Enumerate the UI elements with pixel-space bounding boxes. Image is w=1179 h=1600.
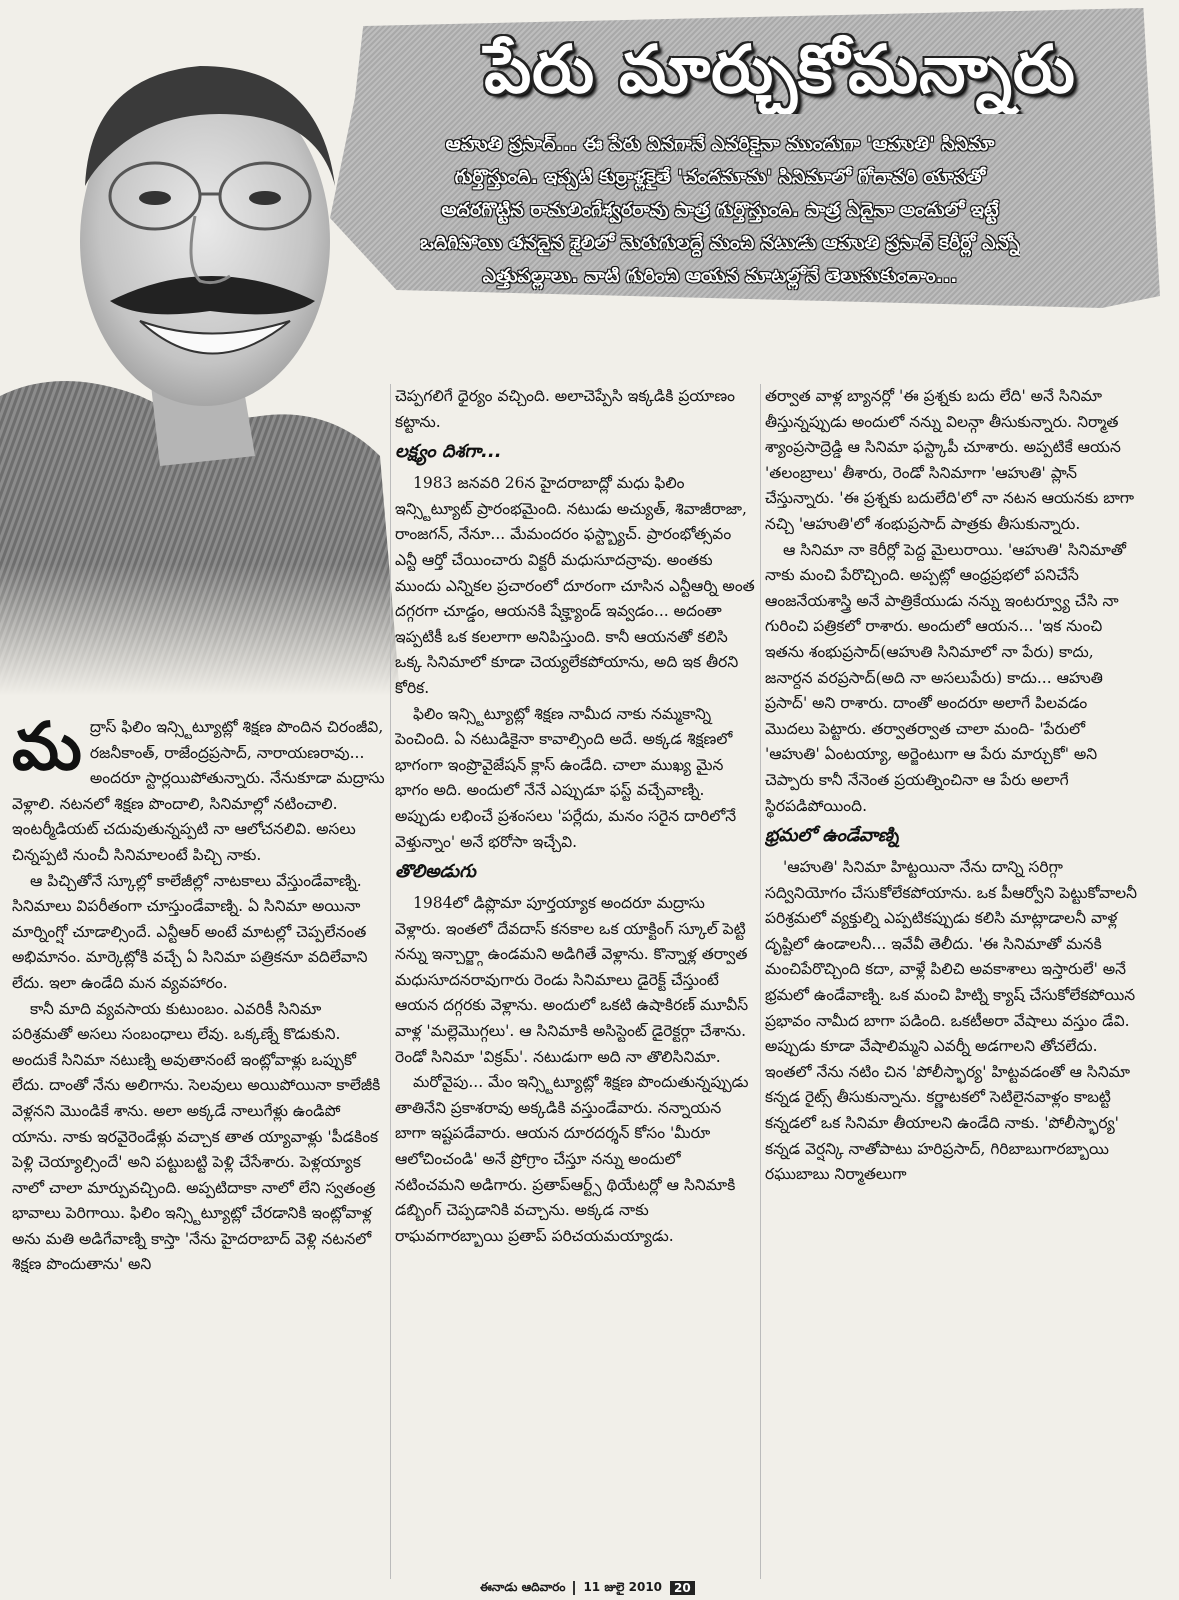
paragraph: మద్రాస్ ఫిలిం ఇన్స్టిట్యూట్లో శిక్షణ పొందిన చిరంజీవి, రజనీకాంత్, రాజేంద్రప్రసాద్, నారాయణరావు... అందరూ స్టార్లయిపోతున్నారు. నేనుకూడా మద్రాసు వెళ్లాలి. నటనలో శిక్షణ పొందాలి, సినిమాల్లో నటించాలి. ఇంటర్మీడియట్ చదువుతున్నప్పటి నా ఆలోచనలివి. అసలు చిన్నప్పటి నుంచీ సినిమాలంటే పిచ్చి నాకు. [12, 715, 385, 864]
subheading: లక్ష్యం దిశగా... [395, 441, 502, 463]
paragraph: మరోవైపు... మేం ఇన్స్టిట్యూట్లో శిక్షణ పొందుతున్నప్పుడు తాతినేని ప్రకాశరావు అక్కడికి వస్తుండేవారు. నన్నాయన బాగా ఇష్టపడేవారు. ఆయన దూరదర్శన్ కోసం 'మీరూ ఆలోచించండి' అనే ప్రోగ్రాం చేస్తూ నన్ను అందులో నటించమని అడిగారు. ప్రతాప్ఆర్ట్స్ థియేటర్లో ఆ సినిమాకి డబ్బింగ్ చెప్పడానికి వచ్చాను. అక్కడ నాకు రాఘవగారబ్బాయి ప్రతాప్ పరిచయమయ్యాడు. [395, 1073, 749, 1245]
portrait-photo [0, 36, 400, 696]
headline: పేరు మార్చుకోమన్నారు [484, 30, 1076, 108]
paragraph: 'ఆహుతి' సినిమా హిట్టయినా నేను దాన్ని సరిగ్గా సద్వినియోగం చేసుకోలేకపోయాను. ఒక పీఆర్వోని పెట్టుకోవాలనీ పరిశ్రమలో వ్యక్తుల్ని ఎప్పటికప్పుడు కలిసి మాట్లాడాలనీ వాళ్ల దృష్టిలో ఉండాలనీ... ఇవేవీ తెలీదు. 'ఈ సినిమాతో మనకి మంచిపేరొచ్చింది కదా, వాళ్లే పిలిచి అవకాశాలు ఇస్తారులే' అనే భ్రమలో ఉండేవాణ్ని. ఒక మంచి హిట్ని క్యాష్ చేసుకోలేకపోయిన ప్రభావం నామీద బాగా పడింది. ఒకటీఅరా వేషాలు వస్తుం డేవి. అప్పుడు కూడా వేషాలిమ్మని ఎవర్నీ అడగాలని తోచలేదు. ఇంతలో నేను నటిం చిన 'పోలీస్భార్య' హిట్టవడంతో ఆ సినిమా కన్నడ రైట్స్ తీసుకున్నాను. కర్ణాటకలో సెటిలైనవాళ్లం కాబట్టి కన్నడలో ఒక సినిమా తీయాలని ఉండేది నాకు. 'పోలీస్భార్య' కన్నడ వెర్షన్కి నాతోపాటు హరిప్రసాద్, గిరిబాబుగారబ్బాయి రఘుబాబు నిర్మాతలుగా [765, 858, 1138, 1184]
article-column-1 [12, 715, 385, 1575]
subheading: తొలిఅడుగు [395, 861, 476, 883]
article-column-2 [395, 384, 755, 1574]
footer-separator [573, 1581, 575, 1595]
paragraph: తర్వాత వాళ్ల బ్యానర్లో 'ఈ ప్రశ్నకు బదు లేది' అనే సినిమా తీస్తున్నప్పుడు అందులో నన్ను విలన్గా తీసుకున్నారు. నిర్మాత శ్యాంప్రసాద్రెడ్డి ఆ సినిమా ఫస్ట్కాపీ చూశారు. అప్పటికే ఆయన 'తలంబ్రాలు' తీశారు, రెండో సినిమాగా 'ఆహుతి' ప్లాన్ చేస్తున్నారు. 'ఈ ప్రశ్నకు బదులేది'లో నా నటన ఆయనకు బాగా నచ్చి 'ఆహుతి'లో శంభుప్రసాద్ పాత్రకు తీసుకున్నారు. [765, 387, 1135, 533]
issue-date: 11 జులై 2010 [583, 1579, 663, 1594]
publication-name: ఈనాడు ఆదివారం [480, 1579, 566, 1594]
intro-text: ఆహుతి ప్రసాద్... ఈ పేరు వినగానే ఎవరికైనా ముందుగా 'ఆహుతి' సినిమా గుర్తొస్తుంది. ఇప్పటి కుర్రాళ్లకైతే 'చందమామ' సినిమాలో గోదావరి యాసతో అదరగొట్టిన రామలింగేశ్వరరావు పాత్ర గుర్తొస్తుంది. పాత్ర ఏదైనా అందులో ఇట్టే ఒదిగిపోయి తనదైన శైలిలో మెరుగులద్దే మంచి నటుడు ఆహుతి ప్రసాద్ కెరీర్లో ఎన్నో ఎత్తుపల్లాలు. వాటి గురించి ఆయన మాటల్లోనే తెలుసుకుందాం... [420, 133, 1020, 287]
page-footer [480, 1578, 720, 1598]
paragraph: ఫిలిం ఇన్స్టిట్యూట్లో శిక్షణ నామీద నాకు నమ్మకాన్ని పెంచింది. ఏ నటుడికైనా కావాల్సింది అదే. అక్కడ శిక్షణలో భాగంగా ఇంప్రొవైజేషన్ క్లాస్ ఉండేది. చాలా ముఖ్య మైన భాగం అది. అందులో నేనే ఎప్పుడూ ఫస్ట్ వచ్చేవాణ్ని. అప్పుడు లభించే ప్రశంసలు 'పర్లేదు, మనం సరైన దారిలోనే వెళ్తున్నాం' అనే భరోసా ఇచ్చేవి. [395, 704, 737, 851]
column-divider [760, 384, 761, 1579]
paragraph: ఆ సినిమా నా కెరీర్లో పెద్ద మైలురాయి. 'ఆహుతి' సినిమాతో నాకు మంచి పేరొచ్చింది. అప్పట్లో ఆంధ్రప్రభలో పనిచేసే ఆంజనేయశాస్త్రి అనే పాత్రికేయుడు నన్ను ఇంటర్వ్యూ చేసి నా గురించి పత్రికలో రాశారు. అందులో ఆయన... 'ఇక నుంచి ఇతను శంభుప్రసాద్(ఆహుతి సినిమాలో నా పేరు) కాదు, జనార్దన వరప్రసాద్(అది నా అసలుపేరు) కాదు... ఆహుతి ప్రసాద్' అని రాశారు. దాంతో అందరూ అలాగే పిలవడం మొదలు పెట్టారు. తర్వాతర్వాత చాలా మంది- 'పేరులో 'ఆహుతి' ఏంటయ్యా, అర్జెంటుగా ఆ పేరు మార్చుకో' అని చెప్పారు కానీ నేనెంత ప్రయత్నించినా ఆ పేరు అలాగే స్థిరపడిపోయింది. [765, 540, 1126, 815]
subheading: భ్రమలో ఉండేవాణ్ని [765, 825, 899, 847]
article-column-3 [765, 384, 1140, 1574]
page-number: 20 [670, 1581, 695, 1595]
paragraph: ఆ పిచ్చితోనే స్కూల్లో కాలేజీల్లో నాటకాలు వేస్తుండేవాణ్ని. సినిమాలు విపరీతంగా చూస్తుండేవాణ్ని. ఏ సినిమా అయినా మార్నింగ్షో చూడాల్సిందే. ఎన్టీఆర్ అంటే మాటల్లో చెప్పలేనంత అభిమానం. మార్కెట్లోకి వచ్చే ఏ సినిమా పత్రికనూ వదిలేవాని లేదు. ఇలా ఉండేది మన వ్యవహారం. [12, 871, 368, 992]
paragraph: కానీ మాది వ్యవసాయ కుటుంబం. ఎవరికీ సినిమా పరిశ్రమతో అసలు సంబంధాలు లేవు. ఒక్కణ్నే కొడుకుని. అందుకే సినిమా నటుణ్ని అవుతానంటే ఇంట్లోవాళ్లు ఒప్పుకో లేదు. దాంతో నేను అలిగాను. సెలవులు అయిపోయినా కాలేజీకి వెళ్లనని మొండికే శాను. అలా అక్కడే నాలుగేళ్లు ఉండిపో యాను. నాకు ఇరవైరెండేళ్లు వచ్చాక తాత య్యావాళ్లు 'పీడకింక పెళ్లి చెయ్యాల్సిందే' అని పట్టుబట్టి పెళ్లి చేసేశారు. పెళ్లయ్యాక నాలో చాలా మార్పువచ్చింది. అప్పటిదాకా నాలో లేని స్వతంత్ర భావాలు పెరిగాయి. ఫిలిం ఇన్స్టిట్యూట్లో చేరడానికి ఇంట్లోవాళ్ల అను మతి అడిగేవాణ్ని కాస్తా 'నేను హైదరాబాద్ వెళ్లి నటనలో శిక్షణ పొందుతాను' అని [12, 999, 381, 1274]
column-divider [390, 384, 391, 1579]
paragraph: చెప్పగలిగే ధైర్యం వచ్చింది. అలాచెప్పేసి ఇక్కడికి ప్రయాణం కట్టాను. [395, 387, 735, 431]
drop-cap: మ [12, 715, 82, 785]
paragraph: 1983 జనవరి 26న హైదరాబాద్లో మధు ఫిలిం ఇన్స్టిట్యూట్ ప్రారంభమైంది. నటుడు అచ్యుత్, శివాజీరాజా, రాంజగన్, నేనూ... మేమందరం ఫస్ట్బ్యాచ్. ప్రారంభోత్సవం ఎన్టీ ఆర్తో చేయించారు విక్టరీ మధుసూదన్రావు. అంతకు ముందు ఎన్నికల ప్రచారంలో దూరంగా చూసిన ఎన్టీఆర్ని అంత దగ్గరగా చూడ్డం, ఆయనకి షేక్హ్యాండ్ ఇవ్వడం... అదంతా ఇప్పటికీ ఒక కలలాగా అనిపిస్తుంది. కానీ ఆయనతో కలిసి ఒక్క సినిమాలో కూడా చెయ్యలేకపోయాను, అది ఇక తీరని కోరిక. [395, 474, 755, 697]
paragraph: 1984లో డిప్లొమా పూర్తయ్యాక అందరూ మద్రాసు వెళ్లారు. ఇంతలో దేవదాస్ కనకాల ఒక యాక్టింగ్ స్కూల్ పెట్టి నన్ను ఇన్చార్జ్గా ఉండమని అడిగితే వెళ్లాను. కొన్నాళ్ల తర్వాత మధుసూదనరావుగారు రెండు సినిమాలు డైరెక్ట్ చేస్తుంటే ఆయన దగ్గరకు వెళ్లాను. అందులో ఒకటి ఉషాకిరణ్ మూవీస్ వాళ్ల 'మల్లెమొగ్గలు'. ఆ సినిమాకి అసిస్టెంట్ డైరెక్టర్గా చేశాను. రెండో సినిమా 'విక్రమ్'. నటుడుగా అది నా తొలిసినిమా. [395, 894, 749, 1066]
